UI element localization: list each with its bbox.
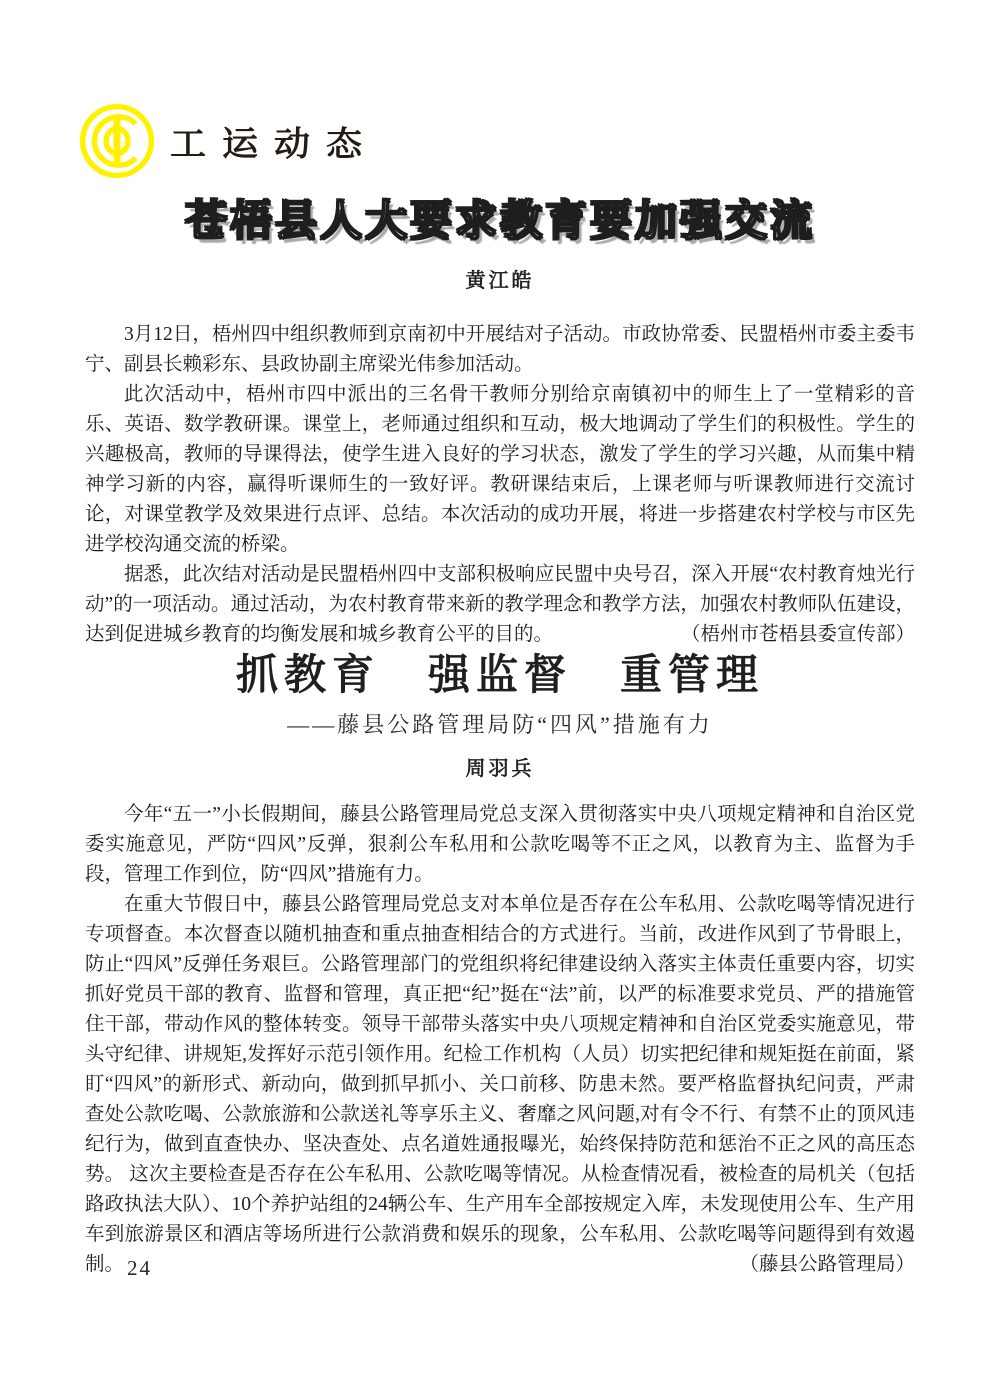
article1-paragraph: 据悉，此次结对活动是民盟梧州四中支部积极响应民盟中央号召，深入开展“农村教育烛光行动”的一项活动。通过活动，为农村教育带来新的教学理念和教学方法，加强农村教师队伍建设，达到促进城乡教育的均衡发展和城乡教育公平的目的。 （梧州市苍梧县委宣传部）: [85, 560, 915, 650]
article1-body: [85, 320, 915, 650]
article2-title: 抓教育 强监督 重管理: [235, 651, 764, 698]
article2-paragraph: 在重大节假日中，藤县公路管理局党总支对本单位是否存在公车私用、公款吃喝等情况进行专项督查。本次督查以随机抽查和重点抽查相结合的方式进行。当前，改进作风到了节骨眼上，防止“四风”反弹任务艰巨。公路管理部门的党组织将纪律建设纳入落实主体责任重要内容，切实抓好党员干部的教育、监督和管理，真正把“纪”挺在“法”前，以严的标准要求党员、严的措施管住干部，带动作风的整体转变。领导干部带头落实中央八项规定精神和自治区党委实施意见，带头守纪律、讲规矩,发挥好示范引领作用。纪检工作机构（人员）切实把纪律和规矩挺在前面，紧盯“四风”的新形式、新动向，做到抓早抓小、关口前移、防患未然。要严格监督执纪问责，严肃查处公款吃喝、公款旅游和公款送礼等享乐主义、奢靡之风问题,对有令不行、有禁不止的顶风违纪行为，做到直查快办、坚决查处、点名道姓通报曝光，始终保持防范和惩治不正之风的高压态势。 这次主要检查是否存在公车私用、公款吃喝等情况。从检查情况看，被检查的局机关（包括路政执法大队）、10个养护站组的24辆公车、生产用车全部按规定入库，未发现使用公车、生产用车到旅游景区和酒店等场所进行公款消费和娱乐的现象，公车私用、公款吃喝等问题得到有效遏制。 （藤县公路管理局）: [85, 890, 915, 1280]
article2-author: 周羽兵: [465, 758, 535, 780]
trade-union-emblem-icon: [78, 102, 156, 180]
article2-paragraph: 今年“五一”小长假期间，藤县公路管理局党总支深入贯彻落实中央八项规定精神和自治区党委实施意见，严防“四风”反弹，狠刹公车私用和公款吃喝等不正之风，以教育为主、监督为手段，管理工作到位，防“四风”措施有力。: [85, 804, 915, 885]
masthead-brand: 工运动态: [170, 124, 379, 163]
article1-title: 苍梧县人大要求教育要加强交流: [184, 197, 815, 244]
article2-body: [85, 800, 915, 1280]
article1-paragraph: 3月12日，梧州四中组织教师到京南初中开展结对子活动。市政协常委、民盟梧州市委主委韦宁、副县长赖彩东、县政协副主席梁光伟参加活动。: [85, 324, 915, 375]
page-number: 24: [127, 1256, 152, 1280]
article1-paragraph: 此次活动中，梧州市四中派出的三名骨干教师分别给京南镇初中的师生上了一堂精彩的音乐、英语、数学教研课。课堂上，老师通过组织和互动，极大地调动了学生们的积极性。学生的兴趣极高，教师的导课得法，使学生进入良好的学习状态，激发了学生的学习兴趣，从而集中精神学习新的内容，赢得听课师生的一致好评。教研课结束后，上课老师与听课教师进行交流讨论，对课堂教学及效果进行点评、总结。本次活动的成功开展，将进一步搭建农村学校与市区先进学校沟通交流的桥梁。: [85, 384, 915, 555]
article1-author: 黄江皓: [465, 270, 535, 292]
article1-attribution: （梧州市苍梧县委宣传部）: [680, 624, 915, 645]
article2-subtitle: ——藤县公路管理局防“四风”措施有力: [287, 712, 713, 737]
masthead: [78, 102, 378, 180]
article2-attribution: （藤县公路管理局）: [739, 1254, 915, 1275]
